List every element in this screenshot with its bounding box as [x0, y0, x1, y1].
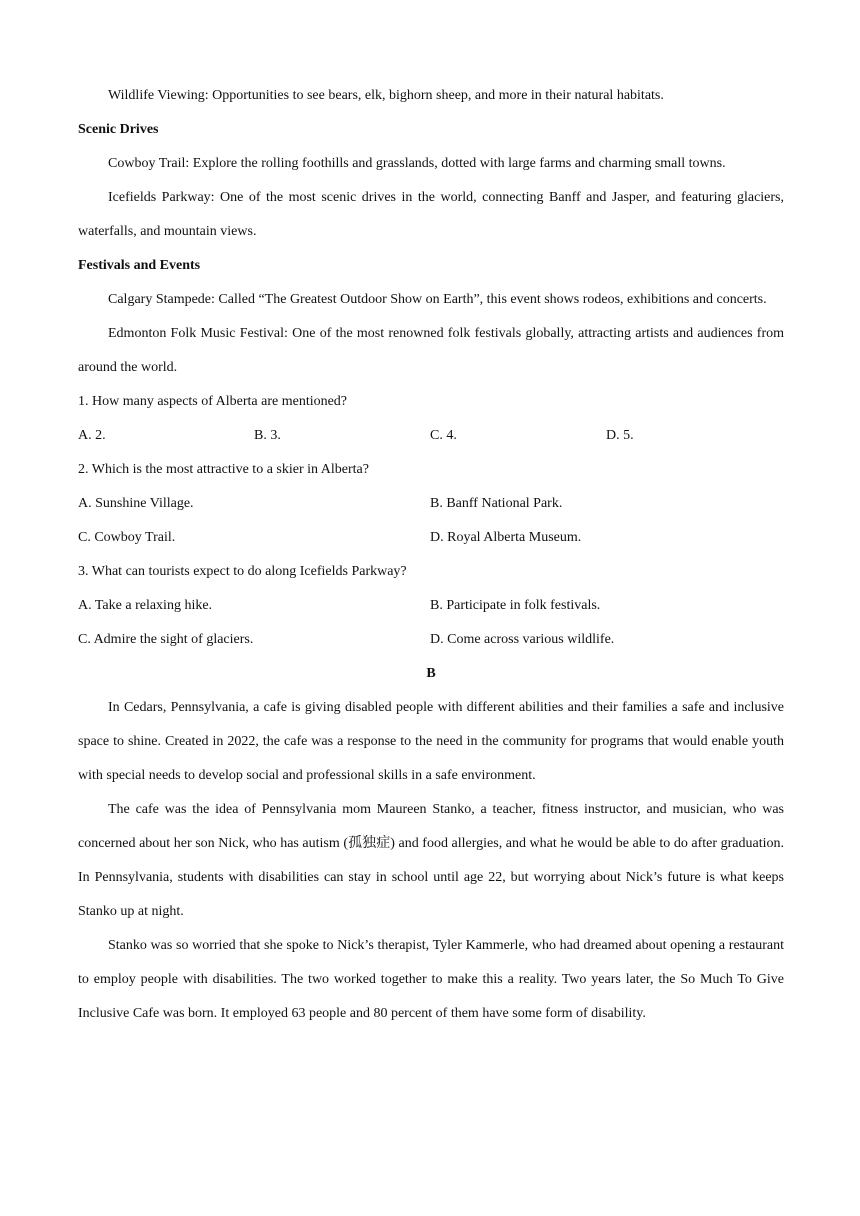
- option: A. Take a relaxing hike.: [78, 598, 213, 613]
- option: B. 3.: [254, 428, 281, 443]
- festivals-heading: Festivals and Events: [78, 258, 201, 273]
- question-1-stem: 1. How many aspects of Alberta are mentioned?: [78, 394, 348, 409]
- question-3-options-row-2: [78, 623, 784, 657]
- question-3-options-row-1: [78, 589, 784, 623]
- section-b-paragraph-1: In Cedars, Pennsylvania, a cafe is giving disabled people with different abilities and their families a safe and inclusive space to shine. Created in 2022, the cafe was a response to the need in the community for programs that would enable youth with special needs to develop social and professional skills in a safe environment.: [78, 700, 784, 783]
- icefields-paragraph: Icefields Parkway: One of the most scenic drives in the world, connecting Banff and Jasper, and featuring glaciers, waterfalls, and mountain views.: [78, 190, 784, 239]
- option: A. 2.: [78, 428, 106, 443]
- section-b-paragraph-3: Stanko was so worried that she spoke to Nick’s therapist, Tyler Kammerle, who had dreamed about opening a restaurant to employ people with disabilities. The two worked together to make this a reality. Two years later, the So Much To Give Inclusive Cafe was born. It employed 63 people and 80 percent of them have some form of disability.: [78, 938, 784, 1021]
- question-2-options-row-1: [78, 487, 784, 521]
- section-b-paragraph-2: The cafe was the idea of Pennsylvania mom Maureen Stanko, a teacher, fitness instructor, and musician, who was concerned about her son Nick, who has autism (孤独症) and food allergies, and what he would be able to do after graduation. In Pennsylvania, students with disabilities can stay in school until age 22, but worrying about Nick’s future is what keeps Stanko up at night.: [78, 802, 784, 919]
- option: D. 5.: [606, 428, 634, 443]
- question-1-options: [78, 419, 784, 453]
- option: A. Sunshine Village.: [78, 496, 194, 511]
- cowboy-trail-paragraph: Cowboy Trail: Explore the rolling foothills and grasslands, dotted with large farms and charming small towns.: [108, 156, 726, 171]
- wildlife-paragraph: Wildlife Viewing: Opportunities to see bears, elk, bighorn sheep, and more in their natural habitats.: [108, 88, 664, 103]
- document-content: [78, 79, 784, 1031]
- section-b-label: B: [426, 666, 436, 681]
- folk-festival-paragraph: Edmonton Folk Music Festival: One of the most renowned folk festivals globally, attracting artists and audiences from around the world.: [78, 326, 784, 375]
- option: D. Come across various wildlife.: [430, 632, 615, 647]
- option: B. Banff National Park.: [430, 496, 563, 511]
- option: B. Participate in folk festivals.: [430, 598, 601, 613]
- question-2-options-row-2: [78, 521, 784, 555]
- stampede-paragraph: Calgary Stampede: Called “The Greatest Outdoor Show on Earth”, this event shows rodeos, exhibitions and concerts.: [108, 292, 767, 307]
- question-2-stem: 2. Which is the most attractive to a skier in Alberta?: [78, 462, 369, 477]
- scenic-drives-heading: Scenic Drives: [78, 122, 159, 137]
- option: C. Cowboy Trail.: [78, 530, 176, 545]
- option: C. Admire the sight of glaciers.: [78, 632, 254, 647]
- option: D. Royal Alberta Museum.: [430, 530, 582, 545]
- question-3-stem: 3. What can tourists expect to do along Icefields Parkway?: [78, 564, 407, 579]
- option: C. 4.: [430, 428, 457, 443]
